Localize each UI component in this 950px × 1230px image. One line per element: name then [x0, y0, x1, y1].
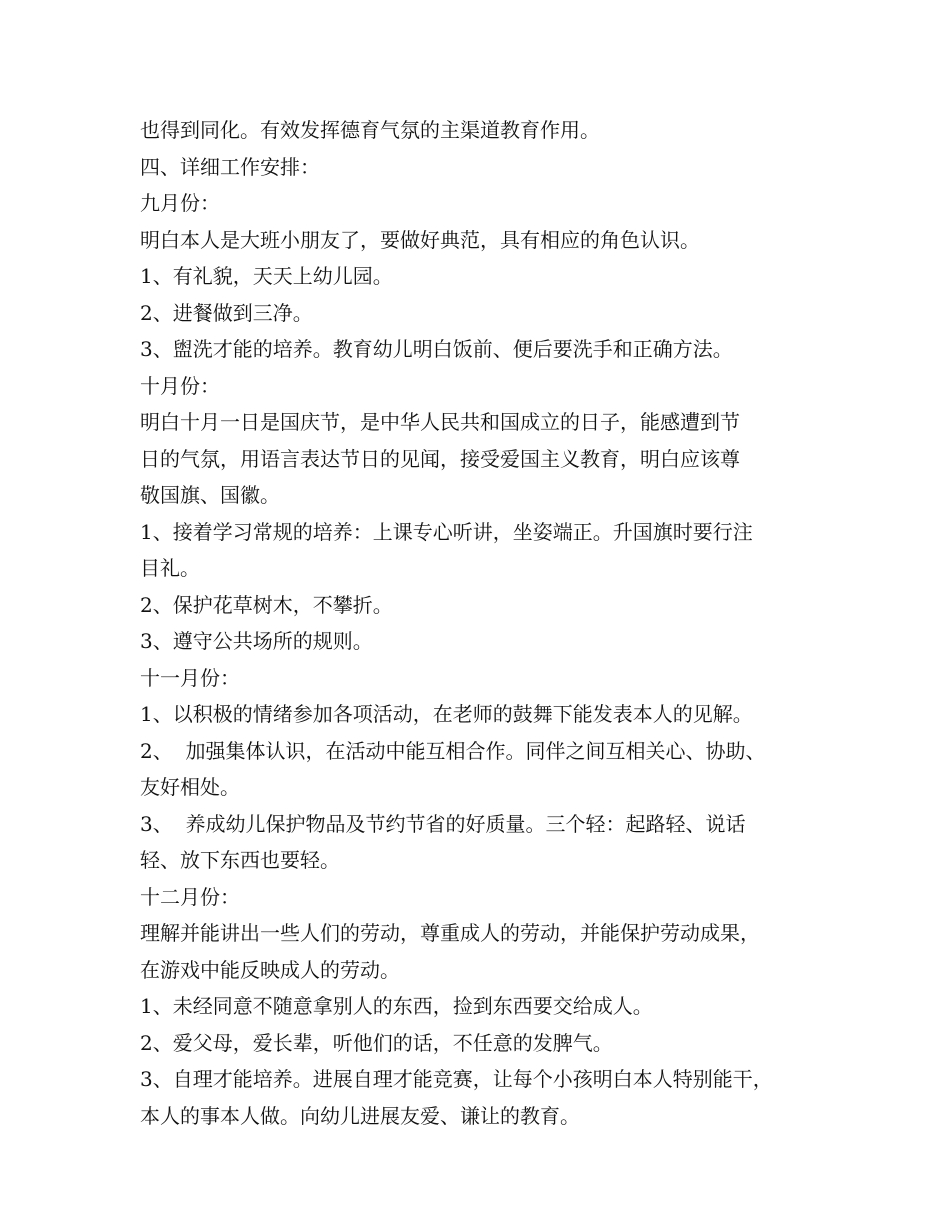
list-item: 3、遵守公共场所的规则。 — [140, 629, 373, 653]
text-line: 日的气氛，用语言表达节日的见闻，接受爱国主义教育，明白应该尊 — [140, 446, 740, 471]
text-line: 目礼。 — [140, 556, 200, 580]
month-heading-november: 十一月份： — [140, 665, 240, 690]
list-item: 2、保护花草树木，不攀折。 — [140, 592, 393, 617]
list-item: 2、 加强集体认识，在活动中能互相合作。同伴之间互相关心、协助、 — [140, 738, 766, 763]
text-line: 本人的事本人做。向幼儿进展友爱、谦让的教育。 — [140, 1103, 580, 1128]
list-item: 2、进餐做到三净。 — [140, 300, 313, 325]
list-item: 1、以积极的情绪参加各项活动，在老师的鼓舞下能发表本人的见解。 — [140, 702, 753, 726]
month-heading-december: 十二月份： — [140, 884, 240, 909]
text-line: 明白十月一日是国庆节，是中华人民共和国成立的日子，能感遭到节 — [140, 410, 740, 434]
list-item: 3、自理才能培养。进展自理才能竞赛，让每个小孩明白本人特别能干， — [140, 1067, 773, 1091]
list-item: 1、有礼貌，天天上幼儿园。 — [140, 264, 393, 288]
section-heading: 四、详细工作安排： — [140, 154, 320, 179]
list-item: 3、盥洗才能的培养。教育幼儿明白饭前、便后要洗手和正确方法。 — [140, 337, 733, 361]
list-item: 1、未经同意不随意拿别人的东西，捡到东西要交给成人。 — [140, 994, 653, 1018]
text-line: 也得到同化。有效发挥德育气氛的主渠道教育作用。 — [140, 118, 600, 142]
month-heading-september: 九月份： — [140, 191, 220, 215]
text-line: 轻、放下东西也要轻。 — [140, 848, 340, 872]
text-line: 友好相处。 — [140, 775, 240, 799]
month-heading-october: 十月份： — [140, 373, 220, 398]
text-line: 敬国旗、国徽。 — [140, 483, 280, 507]
document-body — [140, 112, 830, 1134]
list-item: 1、接着学习常规的培养：上课专心听讲，坐姿端正。升国旗时要行注 — [140, 519, 753, 544]
text-line: 理解并能讲出一些人们的劳动，尊重成人的劳动，并能保护劳动成果， — [140, 921, 760, 945]
text-line: 在游戏中能反映成人的劳动。 — [140, 957, 400, 982]
list-item: 2、爱父母，爱长辈，听他们的话，不任意的发脾气。 — [140, 1030, 613, 1055]
text-line: 明白本人是大班小朋友了，要做好典范，具有相应的角色认识。 — [140, 227, 700, 252]
list-item: 3、 养成幼儿保护物品及节约节省的好质量。三个轻：起路轻、说话 — [140, 811, 746, 836]
